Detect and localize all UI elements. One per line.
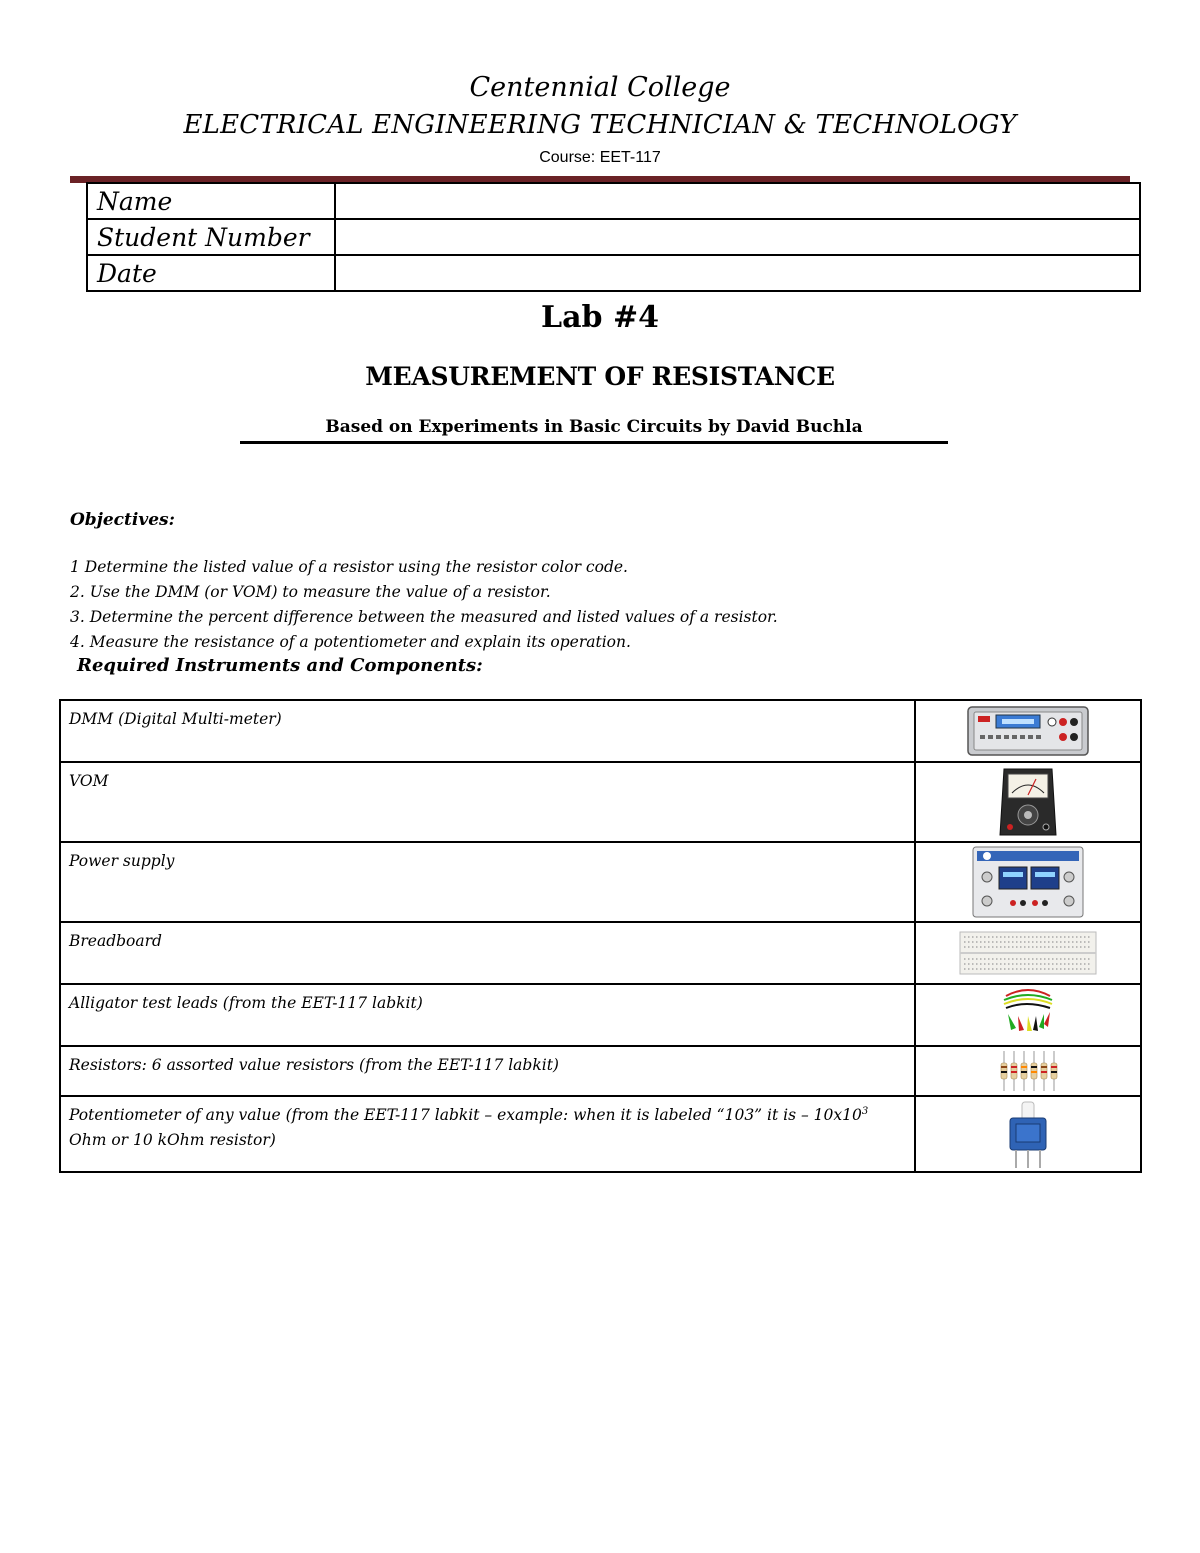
table-row (60, 700, 1141, 762)
equipment-label: Alligator test leads (from the EET-117 labkit) (60, 984, 915, 1046)
name-label: Name (87, 183, 335, 219)
table-row (60, 1096, 1141, 1172)
date-label: Date (87, 255, 335, 291)
power-supply-icon (969, 843, 1087, 921)
table-row (60, 922, 1141, 984)
table-row (60, 842, 1141, 922)
resistors-icon (996, 1049, 1060, 1093)
potentiometer-label-text: Potentiometer of any value (from the EET-117 labkit – example: when it is labeled “103” it is – 10x10 (69, 1106, 862, 1124)
student-number-row (87, 219, 1140, 255)
program-name: ELECTRICAL ENGINEERING TECHNICIAN & TECHNOLOGY (183, 110, 1017, 140)
equipment-label: DMM (Digital Multi-meter) (60, 700, 915, 762)
potentiometer-label-text: Ohm or 10 kOhm resistor) (69, 1131, 276, 1149)
equipment-label (60, 1096, 915, 1172)
potentiometer-icon (1004, 1098, 1052, 1170)
student-number-label: Student Number (87, 219, 335, 255)
objective-item: 1 Determine the listed value of a resistor using the resistor color code. (70, 558, 628, 576)
vom-icon (996, 765, 1060, 839)
lab-subtitle: MEASUREMENT OF RESISTANCE (365, 362, 835, 391)
equipment-label: Breadboard (60, 922, 915, 984)
lab-title: Lab #4 (541, 300, 659, 335)
lab-reference: Based on Experiments in Basic Circuits by David Buchla (240, 417, 948, 444)
name-row (87, 183, 1140, 219)
equipment-table (59, 699, 1142, 1173)
date-row (87, 255, 1140, 291)
equipment-image-cell (915, 1046, 1141, 1096)
table-row (60, 762, 1141, 842)
student-number-field[interactable] (335, 219, 1140, 255)
objective-item: 3. Determine the percent difference between the measured and listed values of a resistor. (70, 608, 778, 626)
objective-item: 2. Use the DMM (or VOM) to measure the value of a resistor. (70, 583, 551, 601)
objective-item: 4. Measure the resistance of a potentiometer and explain its operation. (70, 633, 631, 651)
requirements-heading: Required Instruments and Components: (77, 655, 483, 676)
date-field[interactable] (335, 255, 1140, 291)
college-name: Centennial College (469, 72, 731, 103)
table-row (60, 1046, 1141, 1096)
equipment-image-cell (915, 984, 1141, 1046)
equipment-label: Power supply (60, 842, 915, 922)
equipment-label: Resistors: 6 assorted value resistors (from the EET-117 labkit) (60, 1046, 915, 1096)
equipment-image-cell (915, 1096, 1141, 1172)
equipment-label: VOM (60, 762, 915, 842)
equipment-image-cell (915, 842, 1141, 922)
test-leads-icon (996, 986, 1060, 1044)
objectives-heading: Objectives: (70, 510, 175, 530)
equipment-image-cell (915, 762, 1141, 842)
breadboard-icon (958, 928, 1098, 978)
student-info-table (86, 182, 1141, 292)
table-row (60, 984, 1141, 1046)
equipment-image-cell (915, 922, 1141, 984)
equipment-image-cell (915, 700, 1141, 762)
exponent: 3 (861, 1105, 869, 1117)
dmm-icon (966, 703, 1090, 759)
course-code: Course: EET-117 (539, 149, 661, 166)
name-field[interactable] (335, 183, 1140, 219)
objectives-list (70, 555, 1140, 655)
